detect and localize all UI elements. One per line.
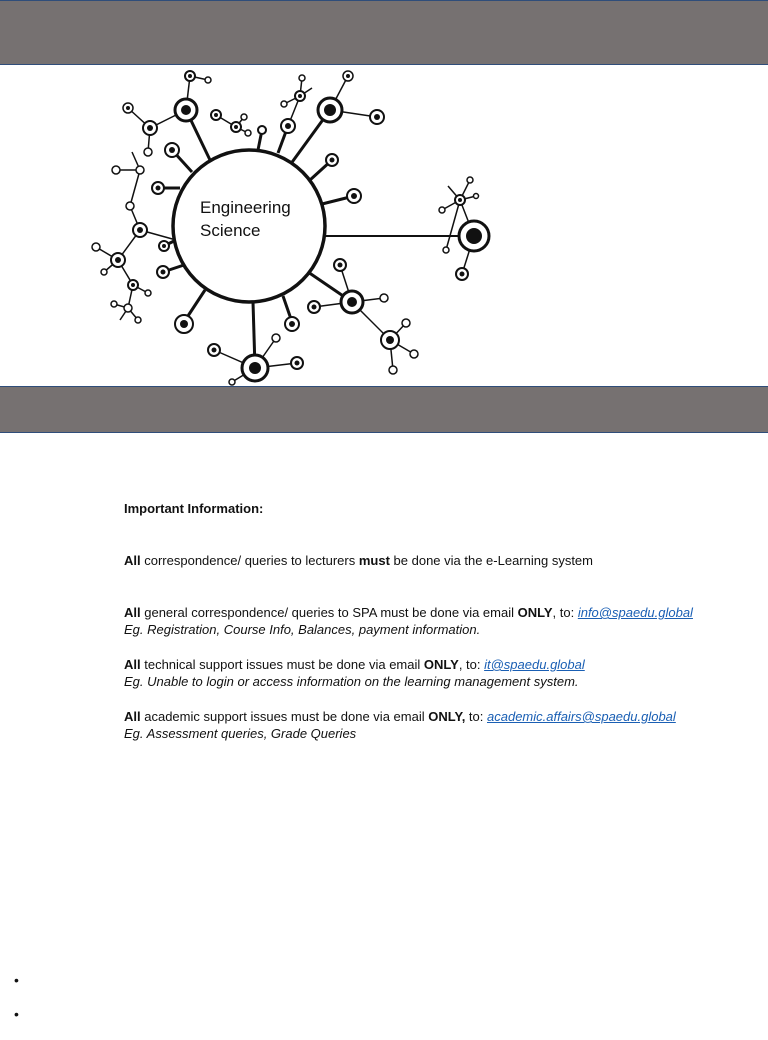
only-bold: ONLY,: [428, 709, 466, 724]
must-bold: must: [358, 553, 390, 568]
technical-example: Eg. Unable to login or access information on the learning management system.: [124, 674, 579, 689]
bullet-item: •: [14, 972, 19, 988]
text-segment: general correspondence/ queries to SPA must be done via email: [140, 605, 518, 620]
only-bold: ONLY: [423, 657, 459, 672]
general-example: Eg. Registration, Course Info, Balances, payment information.: [124, 622, 481, 637]
all-bold: All: [124, 553, 141, 568]
circle-label-line1: Engineering: [200, 198, 291, 217]
bullet-item: •: [14, 1006, 19, 1022]
engineering-science-network-graphic: [80, 62, 520, 390]
it-email-link[interactable]: it@spaedu.global: [484, 657, 585, 672]
all-bold: All: [124, 709, 141, 724]
circle-label-line2: Science: [200, 221, 261, 240]
text-segment: technical support issues must be done via email: [140, 657, 424, 672]
only-bold: ONLY: [517, 605, 553, 620]
info-email-link[interactable]: info@spaedu.global: [577, 605, 693, 620]
general-correspondence-paragraph: [124, 604, 744, 638]
text-segment: be done via the e-Learning system: [389, 553, 593, 568]
text-segment: correspondence/ queries to lecturers: [140, 553, 359, 568]
text-segment: , to:: [552, 605, 578, 620]
empty-bullet-list: [14, 972, 19, 1040]
academic-example: Eg. Assessment queries, Grade Queries: [124, 726, 357, 741]
header-band: [0, 0, 768, 65]
technical-support-paragraph: [124, 656, 744, 690]
text-segment: to:: [465, 709, 487, 724]
academic-support-paragraph: [124, 708, 744, 742]
section-heading: Important Information:: [124, 501, 264, 516]
all-bold: All: [124, 605, 141, 620]
all-bold: All: [124, 657, 141, 672]
academic-affairs-email-link[interactable]: academic.affairs@spaedu.global: [487, 709, 676, 724]
text-segment: academic support issues must be done via email: [140, 709, 429, 724]
divider-band: [0, 386, 768, 433]
lecturer-correspondence-paragraph: [124, 552, 744, 569]
important-information-section: [124, 500, 744, 742]
text-segment: , to:: [458, 657, 485, 672]
